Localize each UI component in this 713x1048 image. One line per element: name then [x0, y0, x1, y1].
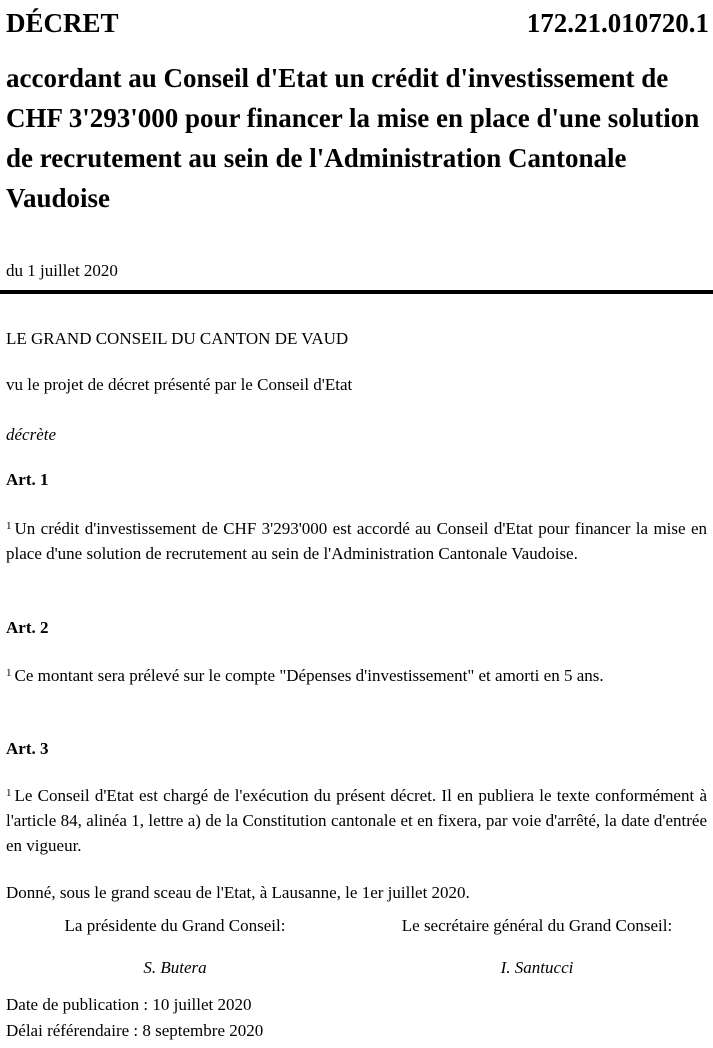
document-reference: 172.21.010720.1: [526, 8, 709, 38]
article-3-body: [6, 783, 707, 858]
article-2-heading: Art. 2: [6, 618, 49, 637]
header-divider: [0, 290, 713, 294]
article-1-text: Un crédit d'investissement de CHF 3'293'000 est accordé au Conseil d'Etat pour financer la mise en place d'une solution de recrutement au sein de l'Administration Cantonale Vaudoise.: [6, 519, 707, 563]
article-2-text: Ce montant sera prélevé sur le compte "Dépenses d'investissement" et amorti en 5 ans.: [14, 666, 604, 685]
article-1-heading: Art. 1: [6, 470, 49, 489]
decree-date: du 1 juillet 2020: [6, 261, 118, 280]
secretary-name: I. Santucci: [500, 958, 574, 977]
article-2-alinea-number: 1: [6, 667, 12, 679]
document-header: [6, 6, 709, 40]
president-name: S. Butera: [143, 958, 207, 977]
article-3-text: Le Conseil d'Etat est chargé de l'exécution du présent décret. Il en publiera le texte conformément à l'article 84, alinéa 1, lettre a) de la Constitution cantonale et en fixera, par voie d'arrêté, la date d'entrée en vigueur.: [6, 786, 707, 855]
article-1-body: [6, 516, 707, 566]
president-role: La présidente du Grand Conseil:: [64, 916, 286, 935]
referendum-deadline: Délai référendaire : 8 septembre 2020: [6, 1021, 264, 1040]
article-3-alinea-number: 1: [6, 787, 12, 799]
article-1-alinea-number: 1: [6, 520, 12, 532]
considering-line: vu le projet de décret présenté par le Conseil d'Etat: [6, 375, 353, 394]
authority-line: LE GRAND CONSEIL DU CANTON DE VAUD: [6, 329, 349, 348]
secretary-role: Le secrétaire général du Grand Conseil:: [401, 916, 673, 935]
publication-date: Date de publication : 10 juillet 2020: [6, 995, 252, 1014]
decree-title: accordant au Conseil d'Etat un crédit d'investissement de CHF 3'293'000 pour financer la mise en place d'une solution de recrutement au sein de l'Administration Cantonale Vaudoise: [6, 63, 700, 213]
given-line: Donné, sous le grand sceau de l'Etat, à Lausanne, le 1er juillet 2020.: [6, 883, 470, 902]
article-3-heading: Art. 3: [6, 739, 49, 758]
article-2-body: [6, 663, 707, 688]
document-type: DÉCRET: [6, 8, 119, 38]
decrees-line: décrète: [6, 425, 57, 444]
